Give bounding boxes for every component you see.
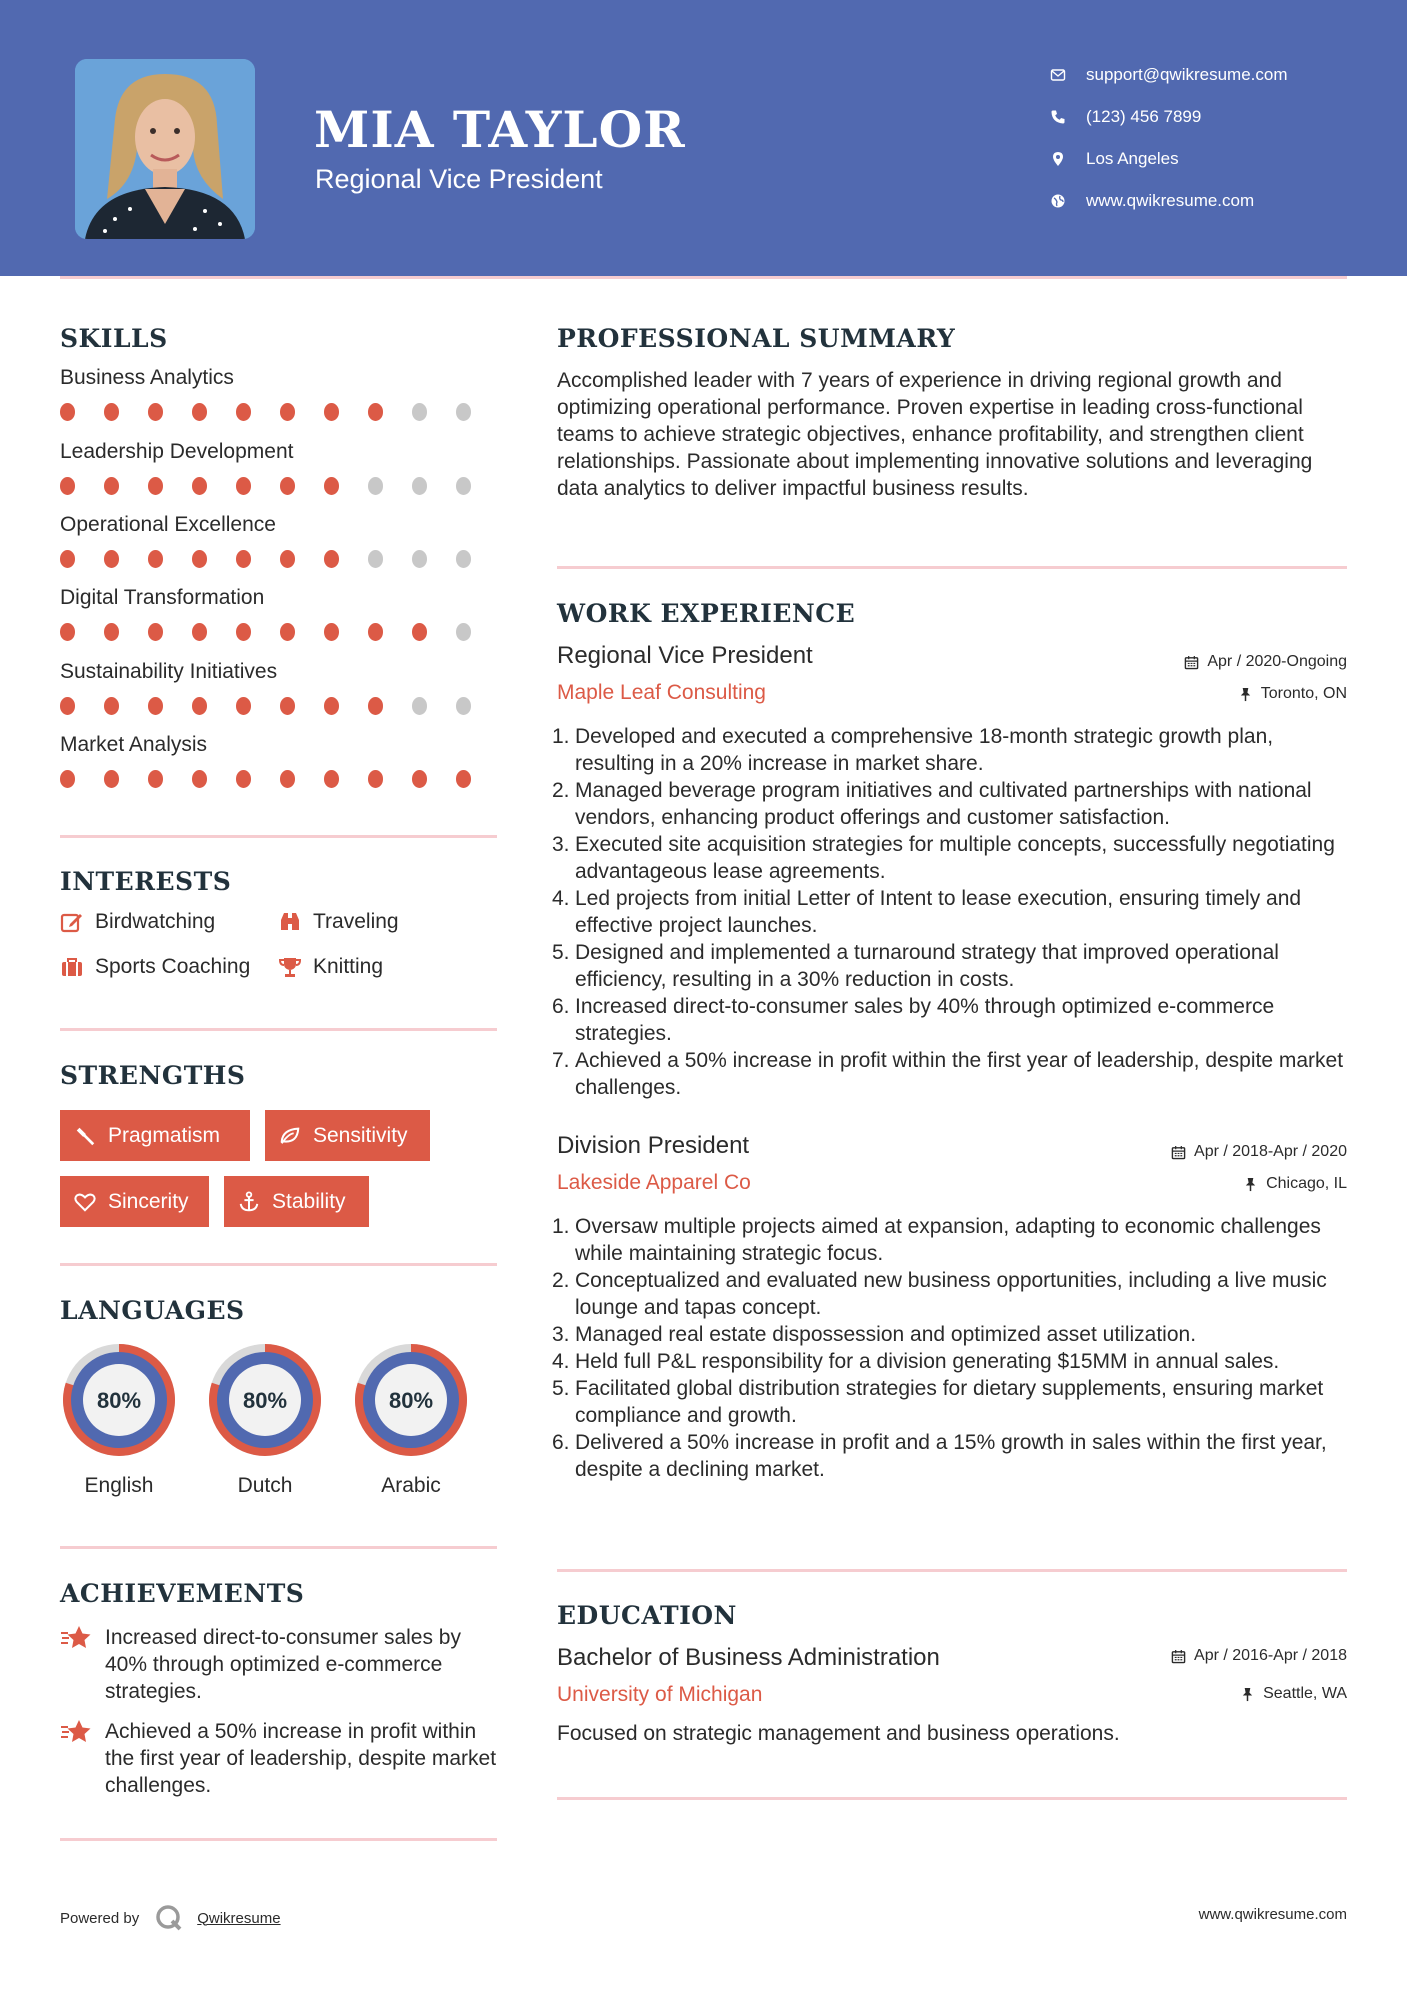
bullet-text: Oversaw multiple projects aimed at expansion, adapting to economic challenges while maintaining strategic focus. <box>575 1215 1321 1265</box>
strength-label: Sensitivity <box>313 1123 408 1147</box>
candidate-title: Regional Vice President <box>315 164 603 194</box>
skill-dot <box>60 403 75 421</box>
bullet-text: Achieved a 50% increase in profit within the first year of leadership, despite market challenges. <box>575 1049 1344 1099</box>
skill-dot <box>280 623 295 641</box>
anchor-icon <box>238 1191 260 1213</box>
bullet-text: Executed site acquisition strategies for multiple concepts, successfully negotiating advantageous lease agreements. <box>575 833 1335 883</box>
job-dates-text: Apr / 2018-Apr / 2020 <box>1194 1143 1347 1160</box>
powered-by <box>60 1902 281 1934</box>
education-dates-text: Apr / 2016-Apr / 2018 <box>1194 1647 1347 1664</box>
strength-label: Sincerity <box>108 1189 189 1213</box>
language-item <box>203 1338 327 1498</box>
section-divider <box>557 566 1347 569</box>
skill-label: Market Analysis <box>60 733 208 756</box>
bullet-text: Developed and executed a comprehensive 18-month strategic growth plan, resulting in a 20% increase in market share. <box>575 725 1274 775</box>
contact-list <box>1050 54 1380 222</box>
education-degree: Bachelor of Business Administration <box>557 1644 940 1671</box>
strength-tag <box>60 1176 209 1227</box>
skill-dot <box>412 403 427 421</box>
skill-dot <box>148 697 163 715</box>
star-award-icon <box>60 1624 92 1652</box>
skill-dot <box>60 477 75 495</box>
bullet-number: 3. <box>552 833 570 856</box>
pushpin-icon <box>1240 1687 1255 1702</box>
summary-heading: PROFESSIONAL SUMMARY <box>557 324 956 353</box>
profile-photo-image <box>75 59 255 239</box>
interest-label: Sports Coaching <box>95 955 251 978</box>
briefcase-icon <box>60 955 84 979</box>
globe-icon <box>1050 193 1066 209</box>
interest-label: Traveling <box>313 910 399 933</box>
map-pin-icon <box>1050 151 1066 167</box>
job-bullet <box>552 993 1352 1047</box>
interest-item <box>60 910 215 934</box>
leaf-icon <box>279 1125 301 1147</box>
skill-rating <box>60 770 500 788</box>
language-item <box>57 1338 181 1498</box>
skill-rating <box>60 623 500 641</box>
skill-dot <box>192 477 207 495</box>
bullet-number: 6. <box>552 1431 570 1454</box>
gavel-icon <box>74 1125 96 1147</box>
skill-dot <box>368 403 383 421</box>
job-location-text: Toronto, ON <box>1260 685 1347 702</box>
job-location-text: Chicago, IL <box>1266 1175 1347 1192</box>
skill-dot <box>236 770 251 788</box>
skill-rating <box>60 403 500 421</box>
strength-tag <box>224 1176 369 1227</box>
achievement-text: Achieved a 50% increase in profit within the first year of leadership, despite market challenges. <box>105 1720 497 1797</box>
skill-dot <box>412 770 427 788</box>
bullet-number: 1. <box>552 725 570 748</box>
job-bullets <box>552 1213 1352 1483</box>
skill-item <box>60 366 500 421</box>
education-school: University of Michigan <box>557 1683 763 1706</box>
calendar-icon <box>1171 1145 1186 1160</box>
bullet-number: 2. <box>552 1269 570 1292</box>
section-divider <box>60 1028 497 1031</box>
section-divider <box>60 1546 497 1549</box>
job-bullet <box>552 939 1352 993</box>
contact-website-text: www.qwikresume.com <box>1086 191 1255 210</box>
skill-dot <box>324 477 339 495</box>
bullet-text: Facilitated global distribution strategies for dietary supplements, ensuring market compliance and growth. <box>575 1377 1324 1427</box>
contact-phone[interactable] <box>1050 96 1380 138</box>
skill-dot <box>456 477 471 495</box>
skill-dot <box>456 770 471 788</box>
skill-dot <box>236 550 251 568</box>
contact-email-text: support@qwikresume.com <box>1086 65 1288 84</box>
language-ring <box>57 1338 181 1462</box>
skill-dot <box>324 623 339 641</box>
pushpin-icon <box>1238 687 1253 702</box>
interest-item <box>278 955 383 979</box>
skill-dot <box>280 477 295 495</box>
skill-dot <box>104 770 119 788</box>
job-bullet <box>552 1429 1352 1483</box>
section-divider <box>557 1797 1347 1800</box>
language-name: English <box>84 1474 154 1497</box>
bullet-text: Managed real estate dispossession and optimized asset utilization. <box>575 1323 1197 1346</box>
binoculars-icon <box>278 910 302 934</box>
job-bullet <box>552 1213 1352 1267</box>
skill-dot <box>236 697 251 715</box>
skill-label: Business Analytics <box>60 366 234 389</box>
bullet-text: Delivered a 50% increase in profit and a 15% growth in sales within the first year, despite a declining market. <box>575 1431 1327 1481</box>
skill-dot <box>104 477 119 495</box>
contact-location <box>1050 138 1380 180</box>
bullet-number: 1. <box>552 1215 570 1238</box>
skill-dot <box>368 770 383 788</box>
job-bullet <box>552 885 1352 939</box>
achievement-text: Increased direct-to-consumer sales by 40% through optimized e-commerce strategies. <box>105 1626 461 1703</box>
skill-dot <box>236 403 251 421</box>
skill-dot <box>60 623 75 641</box>
skill-rating <box>60 477 500 495</box>
bullet-number: 7. <box>552 1049 570 1072</box>
skill-dot <box>412 623 427 641</box>
education-heading: EDUCATION <box>557 1601 737 1630</box>
skill-label: Sustainability Initiatives <box>60 660 278 683</box>
profile-photo <box>75 59 255 239</box>
language-ring <box>349 1338 473 1462</box>
language-name: Dutch <box>237 1474 293 1497</box>
achievements-heading: ACHIEVEMENTS <box>60 1579 305 1608</box>
bullet-number: 3. <box>552 1323 570 1346</box>
skill-item <box>60 513 500 568</box>
envelope-icon <box>1050 67 1066 83</box>
skill-dot <box>456 623 471 641</box>
skill-item <box>60 440 500 495</box>
skill-item <box>60 586 500 641</box>
job-bullet <box>552 777 1352 831</box>
skill-label: Operational Excellence <box>60 513 276 536</box>
language-percent: 80% <box>388 1388 434 1413</box>
pencil-square-icon <box>60 910 84 934</box>
job-title: Regional Vice President <box>557 642 813 669</box>
skill-dot <box>280 550 295 568</box>
section-divider <box>60 1838 497 1841</box>
job-bullet <box>552 1375 1352 1429</box>
skill-dot <box>148 550 163 568</box>
bullet-text: Designed and implemented a turnaround strategy that improved operational efficiency, resulting in a 30% reduction in costs. <box>575 941 1279 991</box>
skill-dot <box>324 697 339 715</box>
bullet-text: Held full P&L responsibility for a division generating $15MM in annual sales. <box>575 1350 1280 1373</box>
language-item <box>349 1338 473 1498</box>
skill-dot <box>104 403 119 421</box>
skill-rating <box>60 550 500 568</box>
bullet-number: 5. <box>552 1377 570 1400</box>
strength-tag <box>265 1110 430 1161</box>
contact-website[interactable] <box>1050 180 1380 222</box>
skill-dot <box>148 770 163 788</box>
job-bullet <box>552 723 1352 777</box>
interests-heading: INTERESTS <box>60 867 232 896</box>
skill-dot <box>456 697 471 715</box>
heart-icon <box>74 1191 96 1213</box>
skill-item <box>60 733 500 788</box>
job-bullet <box>552 1321 1352 1348</box>
skill-dot <box>192 550 207 568</box>
skill-dot <box>192 623 207 641</box>
contact-location-text: Los Angeles <box>1086 149 1179 168</box>
job-dates <box>1184 653 1347 671</box>
skill-dot <box>412 477 427 495</box>
strength-tag <box>60 1110 250 1161</box>
powered-by-label: Powered by <box>60 1909 140 1927</box>
skill-dot <box>60 697 75 715</box>
interest-item <box>278 910 399 934</box>
star-award-icon <box>60 1718 92 1746</box>
header-divider <box>60 276 1347 279</box>
skill-dot <box>280 697 295 715</box>
languages-heading: LANGUAGES <box>60 1296 245 1325</box>
phone-icon <box>1050 109 1066 125</box>
summary-text: Accomplished leader with 7 years of experience in driving regional growth and optimizing operational performance. Proven expertise in leading cross-functional teams to achieve strategic objectives, enhance profitability, and strengthen client relationships. Passionate about implementing innovative solutions and leveraging data analytics to deliver impactful business results. <box>557 369 1313 500</box>
brand-link[interactable]: Qwikresume <box>197 1909 281 1927</box>
bullet-number: 4. <box>552 887 570 910</box>
skill-dot <box>104 697 119 715</box>
skill-dot <box>148 403 163 421</box>
job-bullet <box>552 1267 1352 1321</box>
skill-dot <box>280 770 295 788</box>
bullet-text: Led projects from initial Letter of Intent to lease execution, ensuring timely and effective project launches. <box>575 887 1302 937</box>
pushpin-icon <box>1243 1177 1258 1192</box>
skill-dot <box>280 403 295 421</box>
section-divider <box>557 1569 1347 1572</box>
skill-dot <box>368 697 383 715</box>
job-dates <box>1171 1143 1347 1161</box>
header-banner <box>0 0 1407 276</box>
achievement-item <box>60 1624 500 1705</box>
skill-dot <box>148 623 163 641</box>
footer-website[interactable]: www.qwikresume.com <box>1198 1906 1347 1923</box>
skill-dot <box>456 550 471 568</box>
calendar-icon <box>1171 1649 1186 1664</box>
education-description: Focused on strategic management and business operations. <box>557 1722 1120 1745</box>
job-title: Division President <box>557 1132 750 1159</box>
section-divider <box>60 1263 497 1266</box>
job-company: Maple Leaf Consulting <box>557 681 766 704</box>
skill-dot <box>368 477 383 495</box>
language-percent: 80% <box>242 1388 288 1413</box>
qwikresume-logo-icon <box>153 1902 185 1934</box>
contact-email[interactable] <box>1050 54 1380 96</box>
strengths-heading: STRENGTHS <box>60 1061 246 1090</box>
experience-heading: WORK EXPERIENCE <box>557 599 856 628</box>
education-location <box>1240 1685 1347 1703</box>
interest-label: Birdwatching <box>95 910 216 933</box>
skill-label: Digital Transformation <box>60 586 265 609</box>
bullet-number: 2. <box>552 779 570 802</box>
skill-dot <box>368 550 383 568</box>
achievement-item <box>60 1718 500 1799</box>
skill-dot <box>192 403 207 421</box>
skill-dot <box>60 770 75 788</box>
job-bullet <box>552 1047 1352 1101</box>
job-location <box>1238 685 1347 703</box>
job-location <box>1243 1175 1347 1193</box>
bullet-number: 6. <box>552 995 570 1018</box>
skill-dot <box>192 770 207 788</box>
strength-label: Pragmatism <box>108 1123 221 1147</box>
skill-dot <box>60 550 75 568</box>
bullet-text: Managed beverage program initiatives and cultivated partnerships with national vendors, enhancing product offerings and customer satisfaction. <box>575 779 1312 829</box>
bullet-text: Increased direct-to-consumer sales by 40% through optimized e-commerce strategies. <box>575 995 1275 1045</box>
job-bullets <box>552 723 1352 1101</box>
skill-dot <box>368 623 383 641</box>
calendar-icon <box>1184 655 1199 670</box>
job-dates-text: Apr / 2020-Ongoing <box>1207 653 1347 670</box>
language-name: Arabic <box>381 1474 441 1497</box>
skill-rating <box>60 697 500 715</box>
candidate-name: MIA TAYLOR <box>314 100 686 159</box>
skill-dot <box>104 623 119 641</box>
section-divider <box>60 835 497 838</box>
skill-dot <box>324 403 339 421</box>
skill-dot <box>148 477 163 495</box>
bullet-text: Conceptualized and evaluated new business opportunities, including a live music lounge and tapas concept. <box>575 1269 1327 1319</box>
skill-label: Leadership Development <box>60 440 294 463</box>
skill-dot <box>324 550 339 568</box>
job-bullet <box>552 831 1352 885</box>
job-company: Lakeside Apparel Co <box>557 1171 751 1194</box>
skill-dot <box>236 477 251 495</box>
skill-dot <box>456 403 471 421</box>
skill-dot <box>412 550 427 568</box>
skill-dot <box>236 623 251 641</box>
interest-item <box>60 955 250 979</box>
trophy-icon <box>278 955 302 979</box>
bullet-number: 5. <box>552 941 570 964</box>
skill-dot <box>104 550 119 568</box>
skill-dot <box>192 697 207 715</box>
bullet-number: 4. <box>552 1350 570 1373</box>
skills-heading: SKILLS <box>60 324 168 353</box>
contact-phone-text: (123) 456 7899 <box>1086 107 1202 126</box>
education-location-text: Seattle, WA <box>1263 1685 1347 1702</box>
language-ring <box>203 1338 327 1462</box>
education-dates <box>1171 1647 1347 1665</box>
job-bullet <box>552 1348 1352 1375</box>
skill-dot <box>324 770 339 788</box>
strength-label: Stability <box>272 1189 346 1213</box>
language-percent: 80% <box>96 1388 142 1413</box>
interest-label: Knitting <box>313 955 384 978</box>
skill-item <box>60 660 500 715</box>
skill-dot <box>412 697 427 715</box>
